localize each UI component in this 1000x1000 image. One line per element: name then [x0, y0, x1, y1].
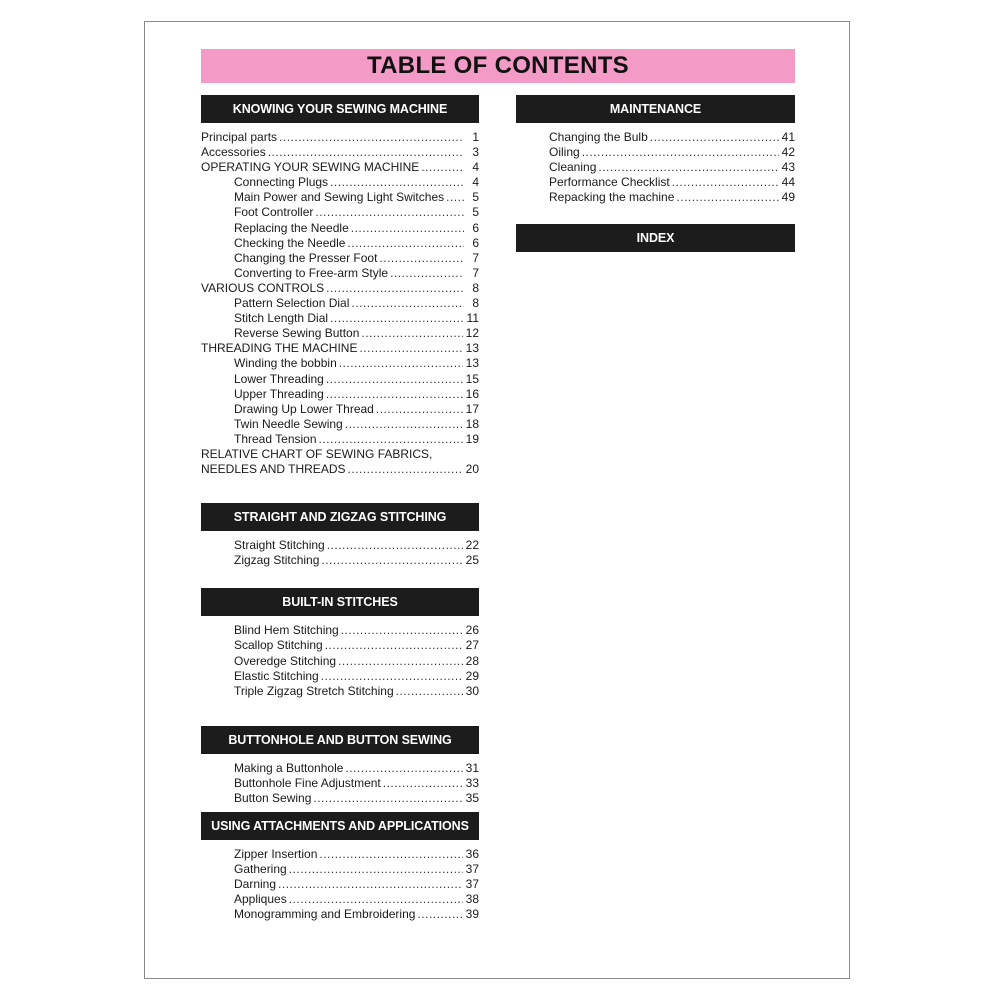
- toc-leader-dots: [321, 553, 462, 568]
- toc-section: [201, 812, 479, 922]
- toc-entry-label: Overedge Stitching: [234, 653, 337, 668]
- toc-entry-page: 13: [465, 356, 479, 371]
- toc-entry-page: 27: [465, 638, 479, 653]
- section-header: BUTTONHOLE AND BUTTON SEWING: [201, 726, 479, 754]
- toc-leader-dots: [361, 326, 462, 341]
- toc-entry-label: Elastic Stitching: [234, 668, 319, 683]
- toc-entry[interactable]: [201, 296, 479, 311]
- toc-entry[interactable]: [201, 402, 479, 417]
- toc-leader-dots: [278, 877, 463, 892]
- toc-entry[interactable]: [201, 326, 479, 341]
- toc-entry-label: Changing the Presser Foot: [234, 250, 378, 265]
- toc-entry[interactable]: [201, 847, 479, 862]
- toc-section: [201, 503, 479, 568]
- toc-leader-dots: [359, 341, 462, 356]
- toc-entry-page: 42: [781, 145, 795, 160]
- toc-entry-label: Reverse Sewing Button: [234, 326, 360, 341]
- toc-leader-dots: [326, 372, 463, 387]
- section-header: BUILT-IN STITCHES: [201, 588, 479, 616]
- toc-entry-label-line2: NEEDLES AND THREADS: [201, 462, 346, 477]
- toc-entry[interactable]: [201, 160, 479, 175]
- toc-entry-label: Darning: [234, 877, 277, 892]
- toc-entry-label: Straight Stitching: [234, 538, 325, 553]
- toc-entry-label: Making a Buttonhole: [234, 760, 344, 775]
- toc-leader-dots: [345, 761, 462, 776]
- toc-leader-dots: [347, 236, 464, 251]
- toc-entry[interactable]: [201, 553, 479, 568]
- toc-section: [201, 726, 479, 806]
- toc-leader-dots: [379, 251, 464, 266]
- toc-entry[interactable]: [516, 130, 795, 145]
- toc-entry-page: 25: [465, 553, 479, 568]
- toc-entry[interactable]: [201, 776, 479, 791]
- toc-entry-label: Pattern Selection Dial: [234, 296, 350, 311]
- section-header: INDEX: [516, 224, 795, 252]
- toc-section: [516, 95, 795, 205]
- toc-leader-dots: [341, 623, 463, 638]
- toc-entry-label: Main Power and Sewing Light Switches: [234, 190, 445, 205]
- section-header: STRAIGHT AND ZIGZAG STITCHING: [201, 503, 479, 531]
- toc-entry-label: Repacking the machine: [549, 190, 675, 205]
- toc-entry-label: Zigzag Stitching: [234, 553, 320, 568]
- toc-entry-page: 19: [465, 431, 479, 446]
- toc-entry-page: 6: [472, 220, 479, 235]
- toc-leader-dots: [650, 130, 779, 145]
- toc-leader-dots: [376, 402, 463, 417]
- toc-entry-page: 5: [472, 205, 479, 220]
- toc-entry-label: Cleaning: [549, 160, 597, 175]
- toc-leader-dots: [676, 190, 778, 205]
- toc-entry[interactable]: [201, 356, 479, 371]
- toc-entry[interactable]: [201, 175, 479, 190]
- toc-leader-dots: [396, 684, 463, 699]
- toc-entry[interactable]: [201, 130, 479, 145]
- toc-entry-label: Performance Checklist: [549, 175, 670, 190]
- toc-entry[interactable]: [201, 251, 479, 266]
- right-column: [516, 95, 795, 252]
- toc-entry-page: 5: [472, 190, 479, 205]
- toc-entry-page: 20: [465, 462, 479, 477]
- toc-entry-page: 1: [472, 130, 479, 144]
- toc-entry-list: [201, 847, 479, 922]
- toc-leader-dots: [330, 175, 464, 190]
- toc-entry[interactable]: [201, 281, 479, 296]
- toc-entry[interactable]: [201, 538, 479, 553]
- toc-entry[interactable]: [201, 221, 479, 236]
- toc-entry-label: Checking the Needle: [234, 235, 346, 250]
- left-column: [201, 95, 479, 923]
- toc-entry-page: 37: [465, 877, 479, 892]
- toc-entry-page: 4: [472, 175, 479, 190]
- toc-leader-dots: [325, 638, 463, 653]
- toc-entry-label: Upper Threading: [234, 386, 324, 401]
- toc-leader-dots: [598, 160, 778, 175]
- toc-entry[interactable]: [201, 432, 479, 447]
- toc-entry-list: [201, 761, 479, 806]
- toc-leader-dots: [327, 538, 463, 553]
- toc-entry-page: 13: [465, 341, 479, 356]
- toc-leader-dots: [319, 432, 463, 447]
- toc-entry-label: Twin Needle Sewing: [234, 416, 343, 431]
- toc-entry[interactable]: [516, 190, 795, 205]
- toc-entry[interactable]: [201, 145, 479, 160]
- toc-entry-label: Winding the bobbin: [234, 356, 337, 371]
- toc-entry-label: Foot Controller: [234, 205, 314, 220]
- toc-entry[interactable]: [201, 417, 479, 432]
- toc-entry[interactable]: [201, 311, 479, 326]
- toc-leader-dots: [279, 130, 464, 145]
- toc-entry[interactable]: [201, 907, 479, 922]
- toc-entry-page: 35: [465, 791, 479, 805]
- toc-entry-page: 39: [465, 907, 479, 922]
- toc-leader-dots: [326, 387, 463, 402]
- toc-entry-list: [516, 130, 795, 205]
- toc-entry-label: VARIOUS CONTROLS: [201, 280, 325, 295]
- title-banner: [201, 49, 795, 83]
- toc-leader-dots: [582, 145, 779, 160]
- toc-leader-dots: [339, 356, 463, 371]
- toc-entry-label: Drawing Up Lower Thread: [234, 401, 374, 416]
- toc-entry-label: Connecting Plugs: [234, 175, 329, 190]
- toc-entry-label: Appliques: [234, 892, 287, 907]
- toc-entry-line2: [201, 462, 479, 477]
- toc-entry-label: Stitch Length Dial: [234, 311, 329, 326]
- toc-entry[interactable]: [516, 160, 795, 175]
- toc-entry-page: 6: [472, 235, 479, 250]
- toc-leader-dots: [315, 205, 464, 220]
- toc-entry-page: 7: [472, 250, 479, 265]
- toc-entry-page: 44: [781, 175, 795, 190]
- toc-entry-list: [201, 538, 479, 568]
- toc-entry-label: Lower Threading: [234, 371, 324, 386]
- toc-leader-dots: [313, 791, 462, 806]
- toc-entry[interactable]: [201, 387, 479, 402]
- toc-entry-page: 22: [465, 538, 479, 553]
- toc-entry-list: [201, 130, 479, 477]
- toc-entry-label: OPERATING YOUR SEWING MACHINE: [201, 160, 420, 175]
- toc-entry[interactable]: [516, 145, 795, 160]
- toc-entry[interactable]: [201, 623, 479, 638]
- toc-entry-page: 28: [465, 653, 479, 668]
- toc-entry-page: 15: [465, 371, 479, 386]
- toc-entry-page: 41: [781, 130, 795, 144]
- toc-entry[interactable]: [201, 654, 479, 669]
- toc-section: [201, 588, 479, 698]
- toc-entry-label: Gathering: [234, 862, 287, 877]
- toc-entry-label: Zipper Insertion: [234, 847, 318, 862]
- toc-leader-dots: [345, 417, 463, 432]
- toc-entry-label: THREADING THE MACHINE: [201, 341, 358, 356]
- toc-leader-dots: [289, 862, 463, 877]
- toc-leader-dots: [268, 145, 464, 160]
- toc-entry[interactable]: [201, 877, 479, 892]
- toc-entry-label: Oiling: [549, 145, 580, 160]
- toc-entry[interactable]: [201, 236, 479, 251]
- toc-entry-label: Converting to Free-arm Style: [234, 265, 389, 280]
- toc-entry-page: 4: [472, 160, 479, 175]
- toc-entry-page: 17: [465, 401, 479, 416]
- toc-entry[interactable]: [201, 684, 479, 699]
- toc-entry[interactable]: [201, 791, 479, 806]
- toc-section: [201, 95, 479, 477]
- toc-entry-label: Changing the Bulb: [549, 130, 648, 144]
- toc-entry-page: 3: [472, 145, 479, 160]
- toc-entry-label: Monogramming and Embroidering: [234, 907, 416, 922]
- toc-leader-dots: [351, 296, 464, 311]
- toc-entry-page: 26: [465, 623, 479, 638]
- toc-entry[interactable]: [201, 205, 479, 220]
- toc-leader-dots: [421, 160, 464, 175]
- toc-entry-page: 7: [472, 265, 479, 280]
- toc-leader-dots: [321, 669, 463, 684]
- toc-entry-page: 30: [465, 683, 479, 698]
- toc-entry[interactable]: [201, 638, 479, 653]
- toc-leader-dots: [330, 311, 463, 326]
- toc-leader-dots: [351, 221, 464, 236]
- toc-entry-label: Thread Tension: [234, 431, 317, 446]
- toc-entry-label: Accessories: [201, 145, 266, 160]
- toc-leader-dots: [446, 190, 464, 205]
- toc-entry[interactable]: [201, 892, 479, 907]
- section-header: MAINTENANCE: [516, 95, 795, 123]
- toc-entry-page: 11: [466, 311, 479, 326]
- toc-entry-page: 37: [465, 862, 479, 877]
- toc-entry[interactable]: [201, 341, 479, 356]
- toc-entry[interactable]: [201, 266, 479, 281]
- toc-entry[interactable]: [516, 175, 795, 190]
- toc-entry-page: 18: [465, 416, 479, 431]
- toc-entry-label: Scallop Stitching: [234, 638, 323, 653]
- toc-leader-dots: [326, 281, 464, 296]
- toc-entry-page: 12: [465, 326, 479, 341]
- toc-entry-label: Buttonhole Fine Adjustment: [234, 775, 381, 790]
- toc-entry-label: Button Sewing: [234, 791, 312, 805]
- toc-entry-page: 33: [465, 775, 479, 790]
- toc-entry-page: 8: [472, 280, 479, 295]
- section-header: USING ATTACHMENTS AND APPLICATIONS: [201, 812, 479, 840]
- toc-entry-page: 38: [465, 892, 479, 907]
- toc-entry[interactable]: [201, 372, 479, 387]
- toc-entry-page: 43: [781, 160, 795, 175]
- toc-leader-dots: [390, 266, 464, 281]
- toc-entry-page: 31: [465, 760, 479, 775]
- toc-entry[interactable]: [201, 669, 479, 684]
- toc-leader-dots: [319, 847, 462, 862]
- toc-entry[interactable]: [201, 447, 479, 477]
- toc-entry-label-line1: RELATIVE CHART OF SEWING FABRICS,: [201, 446, 433, 461]
- toc-leader-dots: [348, 462, 463, 477]
- toc-entry[interactable]: [201, 761, 479, 776]
- toc-entry-page: 16: [465, 386, 479, 401]
- toc-entry-page: 29: [465, 668, 479, 683]
- section-header: KNOWING YOUR SEWING MACHINE: [201, 95, 479, 123]
- toc-leader-dots: [289, 892, 463, 907]
- toc-leader-dots: [417, 907, 462, 922]
- page-title: TABLE OF CONTENTS: [367, 52, 629, 79]
- toc-section: [516, 224, 795, 252]
- toc-entry-label: Principal parts: [201, 130, 278, 144]
- toc-leader-dots: [338, 654, 463, 669]
- toc-entry-page: 36: [465, 847, 479, 862]
- toc-entry-label: Triple Zigzag Stretch Stitching: [234, 683, 394, 698]
- toc-entry-page: 8: [472, 296, 479, 311]
- toc-entry-label: Replacing the Needle: [234, 220, 349, 235]
- toc-entry-page: 49: [781, 190, 795, 205]
- toc-entry[interactable]: [201, 190, 479, 205]
- toc-leader-dots: [383, 776, 463, 791]
- toc-leader-dots: [672, 175, 779, 190]
- toc-entry-list: [201, 623, 479, 698]
- toc-entry-label: Blind Hem Stitching: [234, 623, 339, 638]
- toc-entry[interactable]: [201, 862, 479, 877]
